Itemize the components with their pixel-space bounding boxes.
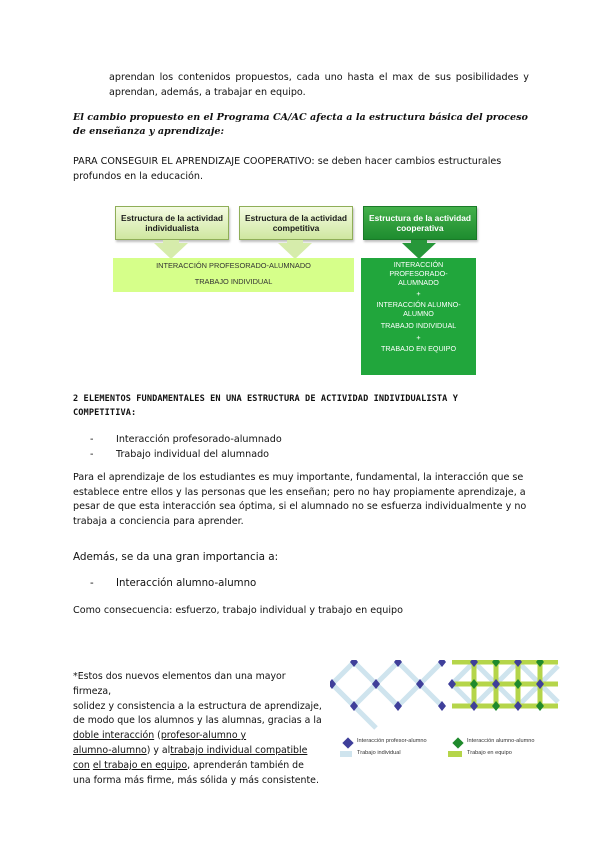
green-l4: INTERACCIÓN ALUMNO- <box>376 300 461 309</box>
dash: - <box>90 448 94 460</box>
light-box <box>113 258 354 292</box>
header-competitiva: Estructura de la actividad competitiva <box>239 206 353 240</box>
structure-diagram <box>110 203 480 375</box>
green-l3: ALUMNADO <box>398 278 439 287</box>
legend-item-2: Interacción alumno-alumno <box>467 738 535 744</box>
text: ) y al <box>146 744 171 756</box>
final-line <box>73 729 323 744</box>
light-line-2: TRABAJO INDIVIDUAL <box>194 277 273 286</box>
underlined-text: profesor-alumno y <box>160 730 247 742</box>
consecuencia-text: Como consecuencia: esfuerzo, trabajo individual y trabajo en equipo <box>73 605 403 616</box>
list-item-text: Interacción alumno-alumno <box>116 578 257 589</box>
list-importancia <box>90 578 256 589</box>
header-individualista: Estructura de la actividad individualista <box>115 206 229 240</box>
underlined-text: trabajo individual compatible <box>170 744 308 756</box>
legend-item-4: Trabajo en equipo <box>467 750 512 756</box>
final-line: una forma más firme, más sólida y más consistente. <box>73 774 319 786</box>
underlined-text: alumno-alumno <box>73 744 147 756</box>
underlined-text: el trabajo en equipo <box>92 759 188 771</box>
intro-line-2: aprendan, además, a trabajar en equipo. <box>109 87 306 98</box>
list-item <box>90 448 510 463</box>
dash: - <box>90 434 94 445</box>
text: , aprenderán también de <box>187 759 304 771</box>
para-cooperativo: PARA CONSEGUIR EL APRENDIZAJE COOPERATIVO: se deben hacer cambios estructurales profundos en la educación. <box>73 156 502 182</box>
list-item <box>90 433 510 448</box>
green-box <box>361 258 476 375</box>
header-cooperativa: Estructura de la actividad cooperativa <box>363 206 477 240</box>
green-plus-1: + <box>416 289 421 298</box>
heading-cambio: El cambio propuesto en el Programa CA/AC afecta a la estructura básica del proceso de enseñanza y aprendizaje: <box>73 112 528 137</box>
final-line: de modo que los alumnos y las alumnas, gracias a la <box>73 715 322 727</box>
underlined-text: doble interacción <box>73 730 155 742</box>
lattice-legend <box>344 738 564 762</box>
green-l1: INTERACCIÓN <box>393 260 444 269</box>
arrow-individualista <box>154 243 188 259</box>
legend-item-1: Interacción profesor-alumno <box>357 738 427 744</box>
left-lattice <box>332 662 442 728</box>
legend-item-3: Trabajo individual <box>357 750 401 756</box>
ademas-text: Además, se da una gran importancia a: <box>73 551 279 563</box>
heading-elementos: 2 ELEMENTOS FUNDAMENTALES EN UNA ESTRUCTURA DE ACTIVIDAD INDIVIDUALISTA Y COMPETITIVA: <box>73 394 458 418</box>
list-item <box>90 578 256 589</box>
green-diamond-icon <box>452 737 463 748</box>
green-l2: PROFESORADO- <box>389 269 448 278</box>
underlined-text: con <box>73 759 90 771</box>
blue-bar-icon <box>340 751 352 757</box>
list-elementos <box>90 433 510 462</box>
green-plus-2: + <box>416 333 421 342</box>
right-lattice <box>448 660 558 711</box>
green-bar-icon <box>448 751 462 757</box>
final-line <box>73 744 323 759</box>
blue-diamond-icon <box>342 737 353 748</box>
list-item-text: Trabajo individual del alumnado <box>116 448 270 460</box>
final-paragraph <box>73 670 323 788</box>
arrow-cooperativa <box>402 243 436 259</box>
dash: - <box>90 578 94 589</box>
list-item-text: Interacción profesorado-alumnado <box>116 434 282 445</box>
arrow-competitiva <box>278 243 312 259</box>
final-line: solidez y consistencia a la estructura de aprendizaje, <box>73 700 322 712</box>
green-l5: ALUMNO <box>403 309 434 318</box>
light-line-1: INTERACCIÓN PROFESORADO-ALUMNADO <box>156 261 311 270</box>
green-l6: TRABAJO INDIVIDUAL <box>380 321 457 330</box>
final-line <box>73 759 323 774</box>
final-line: *Estos dos nuevos elementos dan una mayor firmeza, <box>73 671 286 697</box>
para-aprendizaje: Para el aprendizaje de los estudiantes es muy importante, fundamental, la interacción que se establece entre ellos y las personas que les enseñan; pero no hay propiamente aprendizaje, a pesar de que esta interacción sea óptima, si el alumnado no se esfuerza individualmente y no trabaja a conciencia para aprender. <box>73 472 527 527</box>
green-l7: TRABAJO EN EQUIPO <box>380 344 457 353</box>
text: ( <box>154 730 161 742</box>
intro-line-1: aprendan los contenidos propuestos, cada uno hasta el max de sus posibilidades y <box>109 72 529 83</box>
